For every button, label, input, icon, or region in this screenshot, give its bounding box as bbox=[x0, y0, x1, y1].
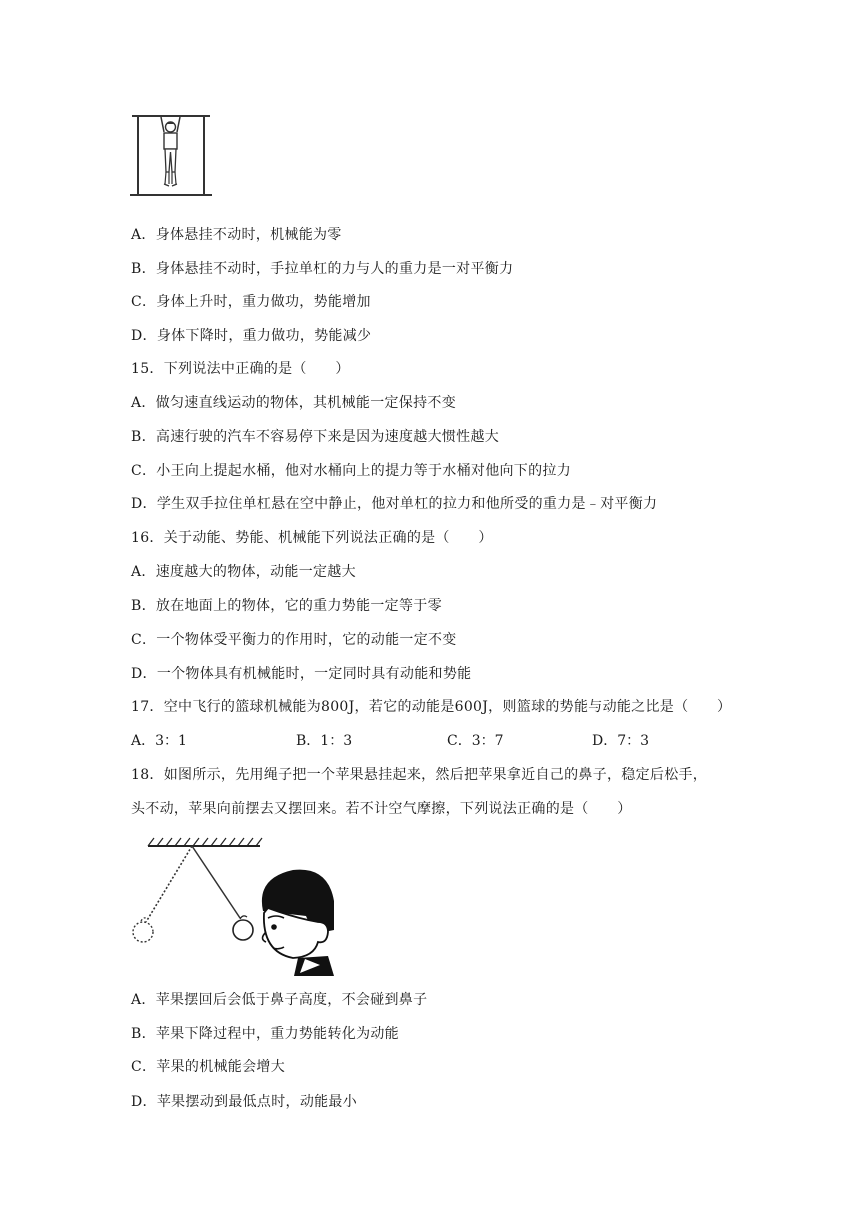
ceiling-hatch bbox=[148, 838, 262, 846]
q14-option-d: D．身体下降时，重力做功，势能减少 bbox=[131, 328, 372, 344]
q16-stem: 16．关于动能、势能、机械能下列说法正确的是（ ） bbox=[131, 530, 493, 546]
q17-option-b: B．1：3 bbox=[296, 733, 353, 749]
q18-option-c: C．苹果的机械能会增大 bbox=[131, 1059, 286, 1075]
apple bbox=[233, 920, 253, 940]
q18-option-b: B．苹果下降过程中，重力势能转化为动能 bbox=[131, 1026, 399, 1042]
q15-stem: 15．下列说法中正确的是（ ） bbox=[131, 361, 350, 377]
q17-stem: 17．空中飞行的篮球机械能为800J，若它的动能是600J，则篮球的势能与动能之比是（ ） bbox=[131, 699, 732, 715]
apple-pendulum-figure bbox=[128, 826, 338, 978]
q16-option-d: D．一个物体具有机械能时，一定同时具有动能和势能 bbox=[131, 666, 472, 682]
apple-start-dashed bbox=[133, 922, 153, 942]
q14-option-b: B．身体悬挂不动时，手拉单杠的力与人的重力是一对平衡力 bbox=[131, 261, 514, 277]
q16-option-a: A．速度越大的物体，动能一定越大 bbox=[131, 564, 356, 580]
q15-option-b: B．高速行驶的汽车不容易停下来是因为速度越大惯性越大 bbox=[131, 429, 500, 445]
q15-option-a: A．做匀速直线运动的物体，其机械能一定保持不变 bbox=[131, 395, 457, 411]
q15-option-c: C．小王向上提起水桶，他对水桶向上的提力等于水桶对他向下的拉力 bbox=[131, 463, 572, 479]
boy-face bbox=[262, 870, 334, 976]
q14-option-a: A．身体悬挂不动时，机械能为零 bbox=[131, 227, 342, 243]
q17-option-a: A．3：1 bbox=[131, 733, 187, 749]
pull-up-figure bbox=[128, 110, 214, 198]
q18-stem-line2: 头不动，苹果向前摆去又摆回来。若不计空气摩擦，下列说法正确的是（ ） bbox=[131, 801, 632, 817]
q17-option-c: C．3：7 bbox=[447, 733, 504, 749]
q16-option-c: C．一个物体受平衡力的作用时，它的动能一定不变 bbox=[131, 632, 457, 648]
q16-option-b: B．放在地面上的物体，它的重力势能一定等于零 bbox=[131, 598, 442, 614]
q18-option-d: D．苹果摆动到最低点时，动能最小 bbox=[131, 1094, 358, 1110]
q15-option-d: D．学生双手拉住单杠悬在空中静止，他对单杠的拉力和他所受的重力是﹣对平衡力 bbox=[131, 496, 658, 512]
q17-option-d: D．7：3 bbox=[592, 733, 650, 749]
q18-stem-line1: 18．如图所示，先用绳子把一个苹果悬挂起来，然后把苹果拿近自己的鼻子，稳定后松手， bbox=[131, 767, 708, 783]
q14-option-c: C．身体上升时，重力做功，势能增加 bbox=[131, 294, 371, 310]
q18-option-a: A．苹果摆回后会低于鼻子高度，不会碰到鼻子 bbox=[131, 992, 428, 1008]
q17-options-row bbox=[131, 731, 731, 751]
